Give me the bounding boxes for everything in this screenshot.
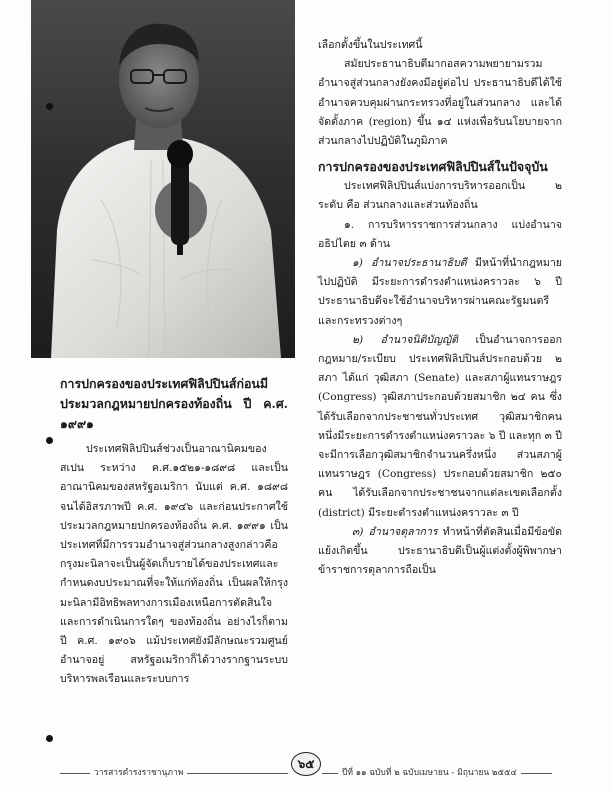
margin-bullet-top: [46, 103, 53, 110]
item-central-administration: ๑. การบริหารราชการส่วนกลาง แบ่งอำนาจอธิปไตย ๓ ด้าน: [318, 218, 562, 250]
margin-bullet-bottom: [46, 735, 53, 742]
left-column: [60, 374, 288, 690]
journal-name: วารสารดำรงราชานุภาพ: [90, 764, 187, 782]
paragraph-administration-levels: ประเทศฟิลิปปินส์แบ่งการบริหารออกเป็น ๒ ระดับ คือ ส่วนกลางและส่วนท้องถิ่น: [318, 180, 562, 212]
item-executive-power: [318, 254, 562, 331]
judicial-power-text: ทำหน้าที่ตัดสินเมื่อมีข้อขัดแย้งเกิดขึ้น ประธานาธิบดีเป็นผู้แต่งตั้งผู้พิพากษา ข้าราชการตุลาการถือเป็น: [318, 525, 562, 577]
margin-bullet-middle: [46, 437, 53, 444]
executive-power-text: มีหน้าที่นำกฎหมายไปปฏิบัติ มีระยะการดำรงตำแหน่งคราวละ ๖ ปี ประธานาธิบดีจะใช้อำนาจบริหารผ่านคณะรัฐมนตรี และกระทรวงต่างๆ: [318, 257, 562, 327]
paragraph-continuation: เลือกตั้งขึ้นในประเทศนี้: [318, 39, 423, 51]
legislative-power-text: เป็นอำนาจการออกกฎหมาย/ระเบียบ ประเทศฟิลิปปินส์ประกอบด้วย ๒ สภา ได้แก่ วุฒิสภา (Senate) และสภาผู้แทนราษฎร (Congress) วุฒิสภาประกอบด้วยสมาชิก ๒๔ คน ซึ่งได้รับเลือกจากประชาชนทั่วประเทศ วุฒิสมาชิกคนหนึ่งมีระยะการดำรงตำแหน่งคราวละ ๖ ปี และทุก ๓ ปีจะมีการเลือกวุฒิสมาชิกจำนวนครึ่งหนึ่ง ส่วนสภาผู้แทนราษฎร (Congress) ประกอบด้วยสมาชิก ๒๕๐ คน ได้รับเลือกจากประชาชนจากแต่ละเขตเลือกตั้ง (district) มีระยะดำรงตำแหน่งคราวละ ๓ ปี: [318, 333, 562, 519]
right-column: [318, 36, 562, 580]
paragraph-colonial-history: ประเทศฟิลิปปินส์ช่วงเป็นอาณานิคมของสเปน ระหว่าง ค.ศ.๑๕๒๑-๑๘๙๘ และเป็นอาณานิคมของสหรัฐอเมริกา นับแต่ ค.ศ. ๑๘๙๘ จนได้อิสรภาพปี ค.ศ. ๑๙๔๖ และก่อนประกาศใช้ประมวลกฎหมายปกครองท้องถิ่น ค.ศ. ๑๙๙๑ เป็นประเทศที่มีการรวมอำนาจสู่ส่วนกลางสูงกล่าวคือกรุงมะนิลาจะเป็นผู้จัดเก็บรายได้ของประเทศและกำหนดงบประมาณที่จะให้แก่ท้องถิ่น เป็นผลให้กรุงมะนิลามีอิทธิพลทางการเมืองเหนือการตัดสินใจและการดำเนินการใดๆ ของท้องถิ่น อย่างไรก็ตาม ปี ค.ศ. ๑๙๐๖ แม้ประเทศยังมีลักษณะรวมศูนย์อำนาจอยู่ สหรัฐอเมริกาก็ได้วางรากฐานระบบบริหารพลเรือนและระบบการ: [60, 443, 288, 686]
judicial-power-label: ๓) อำนาจตุลาการ: [352, 525, 438, 538]
executive-power-label: ๑) อำนาจประธานาธิบดี: [352, 257, 467, 270]
section-heading-current: การปกครองของประเทศฟิลิปปินส์ในปัจจุบัน: [318, 159, 548, 175]
speaker-photo: [31, 0, 295, 358]
issue-info: ปีที่ ๑๑ ฉบับที่ ๒ ฉบับเมษายน - มิถุนายน ๒๕๕๔: [338, 764, 521, 782]
paragraph-marcos-era: สมัยประธานาธิบดีมากอสความพยายามรวมอำนาจสู่ส่วนกลางยังคงมีอยู่ต่อไป ประธานาธิบดีได้ใช้อำนาจควบคุมผ่านกระทรวงที่อยู่ในส่วนกลาง และได้จัดตั้งภาค (region) ขึ้น ๑๔ แห่งเพื่อรับนโยบายจากส่วนกลางไปปฏิบัติในภูมิภาค: [318, 58, 562, 148]
legislative-power-label: ๒) อำนาจนิติบัญญัติ: [352, 333, 459, 346]
item-judicial-power: [318, 523, 562, 581]
page-number: ๖๕: [291, 752, 321, 776]
item-legislative-power: [318, 331, 562, 523]
section-heading-pre-1991: การปกครองของประเทศฟิลิปปินส์ก่อนมีประมวลกฎหมายปกครองท้องถิ่น ปี ค.ศ. ๑๙๙๑: [60, 376, 288, 431]
